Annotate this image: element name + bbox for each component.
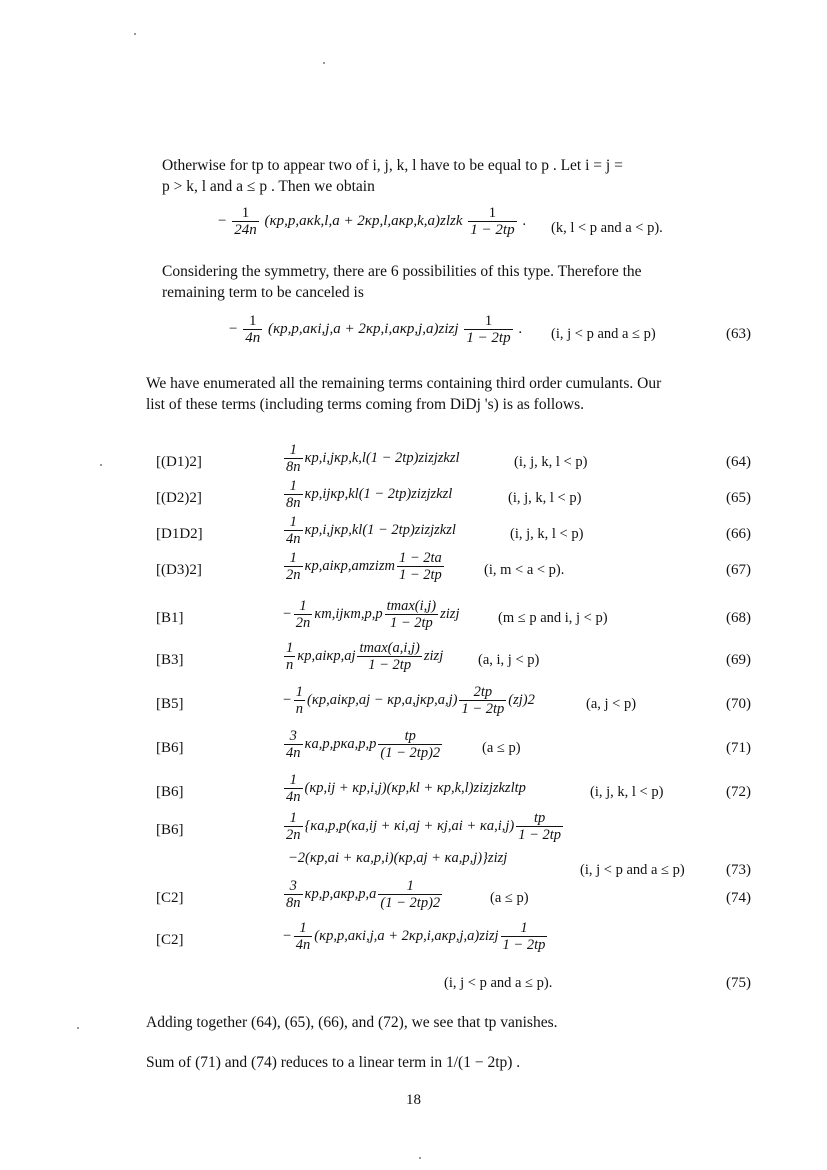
time-fraction: $\frac{1 - 2ta}{1 - 2tp}$ — [398, 550, 442, 583]
term-expression: $\frac{1}{2n}$ κp,aiκp,amzizm $\frac{1 - 2ta}{1 - 2tp}$ — [286, 550, 442, 583]
term-expression: $\frac{1}{n}$ κp,aiκp,aj $\frac{tmax(a,i,j)}{1 - 2tp}$ zizj — [286, 640, 444, 673]
sum-paragraph: Sum of (71) and (74) reduces to a linear term in 1/(1 − 2tp) . — [146, 1054, 521, 1071]
time-fraction: $\frac{tp}{1 - 2tp}$ — [518, 810, 562, 843]
coefficient-fraction: $\frac{3}{4n}$ — [286, 728, 301, 761]
coefficient-fraction: $\frac{1}{n}$ — [295, 684, 304, 717]
term-label: [C2] — [156, 932, 184, 948]
term-condition: (i, j < p and a ≤ p). — [444, 975, 553, 991]
term-expression: $\frac{1}{4n}$ (κp,ij + κp,i,j)(κp,kl + κp,k,l)zizjzkzltp — [286, 772, 526, 805]
coefficient-fraction: $\frac{1}{4n}$ — [286, 514, 301, 547]
term-equation-number: (75) — [726, 975, 751, 991]
time-fraction: $\frac{1}{(1 - 2tp)2}$ — [380, 878, 441, 911]
term-condition: (i, j, k, l < p) — [590, 784, 664, 800]
intro-paragraph — [162, 155, 752, 197]
term-label: [(D1)2] — [156, 454, 202, 470]
term-condition: (i, j, k, l < p) — [508, 490, 582, 506]
display-equation-63: − $\frac{1}{4n}$ (κp,p,aκi,j,a + 2κp,i,aκp,j,a)zizj $\frac{1}{1 - 2tp}$ . — [229, 313, 523, 346]
coefficient-fraction: $\frac{1}{4n}$ — [295, 920, 311, 953]
term-label: [B6] — [156, 822, 184, 838]
term-label: [B1] — [156, 610, 184, 626]
term-expression: − $\frac{1}{2n}$ κm,ijκm,p,p $\frac{tmax(i,j)}{1 - 2tp}$ zizj — [282, 598, 460, 631]
para3-line-2: list of these terms (including terms coming from DiDj 's) is as follows. — [146, 396, 585, 413]
term-expression: $\frac{1}{8n}$ κp,ijκp,kl(1 − 2tp)zizjzkzl — [286, 478, 453, 511]
scan-speck — [323, 62, 325, 64]
term-condition: (a ≤ p) — [490, 890, 529, 906]
term-equation-number: (74) — [726, 890, 751, 906]
term-label: [B6] — [156, 784, 184, 800]
intro-line-2: p > k, l and a ≤ p . Then we obtain — [162, 178, 375, 195]
term-expression: $\frac{3}{4n}$ κa,p,pκa,p,p $\frac{tp}{(1 - 2tp)2}$ — [286, 728, 441, 761]
term-label: [B3] — [156, 652, 184, 668]
adding-paragraph: Adding together (64), (65), (66), and (72), we see that tp vanishes. — [146, 1014, 558, 1031]
term-condition: (a, j < p) — [586, 696, 637, 712]
time-fraction: $\frac{tmax(i,j)}{1 - 2tp}$ — [386, 598, 437, 631]
term-label: [C2] — [156, 890, 184, 906]
term-equation-number: (73) — [726, 862, 751, 878]
term-expression: − $\frac{1}{4n}$ (κp,p,aκi,j,a + 2κp,i,aκp,j,a)zizj $\frac{1}{1 - 2tp}$ — [282, 920, 546, 953]
para2-line-1: Considering the symmetry, there are 6 possibilities of this type. Therefore the — [162, 263, 642, 280]
scan-speck — [419, 1157, 421, 1159]
term-condition: (m ≤ p and i, j < p) — [498, 610, 608, 626]
coefficient-fraction: $\frac{1}{2n}$ — [286, 810, 301, 843]
term-condition: (a ≤ p) — [482, 740, 521, 756]
term-condition: (i, m < a < p). — [484, 562, 565, 578]
term-equation-number: (67) — [726, 562, 751, 578]
term-equation-number: (68) — [726, 610, 751, 626]
term-condition: (i, j < p and a ≤ p) — [580, 862, 685, 878]
coefficient-fraction: $\frac{3}{8n}$ — [286, 878, 301, 911]
term-label: [(D2)2] — [156, 490, 202, 506]
coefficient-fraction: $\frac{1}{n}$ — [286, 640, 294, 673]
intro-line-1: Otherwise for tp to appear two of i, j, k, l have to be equal to p . Let i = j = — [162, 157, 623, 174]
term-equation-number: (66) — [726, 526, 751, 542]
term-equation-number: (65) — [726, 490, 751, 506]
term-condition: (i, j, k, l < p) — [514, 454, 588, 470]
page-number: 18 — [406, 1092, 421, 1108]
display2-condition: (i, j < p and a ≤ p) — [551, 326, 656, 342]
time-fraction: $\frac{1}{1 - 2tp}$ — [502, 920, 546, 953]
scan-speck — [134, 33, 136, 35]
term-expression: − $\frac{1}{n}$ (κp,aiκp,aj − κp,a,jκp,a,j) $\frac{2tp}{1 - 2tp}$ (zj)2 — [282, 684, 535, 717]
term-expression: $\frac{1}{2n}$ {κa,p,p(κa,ij + κi,aj + κj,ai + κa,i,j) $\frac{tp}{1 - 2tp}$ — [286, 810, 562, 843]
term-label: [(D3)2] — [156, 562, 202, 578]
term-label: [D1D2] — [156, 526, 203, 542]
term-condition: (i, j, k, l < p) — [510, 526, 584, 542]
enumeration-paragraph — [146, 373, 752, 415]
coefficient-fraction: $\frac{1}{2n}$ — [295, 598, 311, 631]
term-expression: $\frac{1}{8n}$ κp,i,jκp,k,l(1 − 2tp)zizjzkzl — [286, 442, 460, 475]
term-equation-number: (64) — [726, 454, 751, 470]
term-equation-number: (69) — [726, 652, 751, 668]
para2-line-2: remaining term to be canceled is — [162, 284, 364, 301]
coefficient-fraction: $\frac{1}{4n}$ — [286, 772, 301, 805]
coefficient-fraction: $\frac{1}{8n}$ — [286, 478, 301, 511]
term-equation-number: (70) — [726, 696, 751, 712]
symmetry-paragraph — [162, 261, 752, 303]
coefficient-fraction: $\frac{1}{8n}$ — [286, 442, 301, 475]
display-equation-1: − $\frac{1}{24n}$ (κp,p,aκk,l,a + 2κp,l,aκp,k,a)zlzk $\frac{1}{1 - 2tp}$ . — [218, 205, 527, 238]
time-fraction: $\frac{tmax(a,i,j)}{1 - 2tp}$ — [359, 640, 420, 673]
term-label: [B5] — [156, 696, 184, 712]
term-equation-number: (72) — [726, 784, 751, 800]
time-fraction: $\frac{2tp}{1 - 2tp}$ — [461, 684, 505, 717]
display1-condition: (k, l < p and a < p). — [551, 220, 663, 236]
time-fraction: $\frac{tp}{(1 - 2tp)2}$ — [380, 728, 441, 761]
term-equation-number: (71) — [726, 740, 751, 756]
scan-speck — [77, 1027, 79, 1029]
equation-number-63: (63) — [726, 326, 751, 342]
term-label: [B6] — [156, 740, 184, 756]
coefficient-fraction: $\frac{1}{2n}$ — [286, 550, 301, 583]
term-expression: $\frac{1}{4n}$ κp,i,jκp,kl(1 − 2tp)zizjzkzl — [286, 514, 456, 547]
scan-speck — [100, 464, 102, 466]
para3-line-1: We have enumerated all the remaining terms containing third order cumulants. Our — [146, 375, 662, 392]
term-expression: −2(κp,ai + κa,p,i)(κp,aj + κa,p,j)}zizj — [288, 850, 508, 866]
term-condition: (a, i, j < p) — [478, 652, 540, 668]
term-expression: $\frac{3}{8n}$ κp,p,aκp,p,a $\frac{1}{(1 - 2tp)2}$ — [286, 878, 441, 911]
